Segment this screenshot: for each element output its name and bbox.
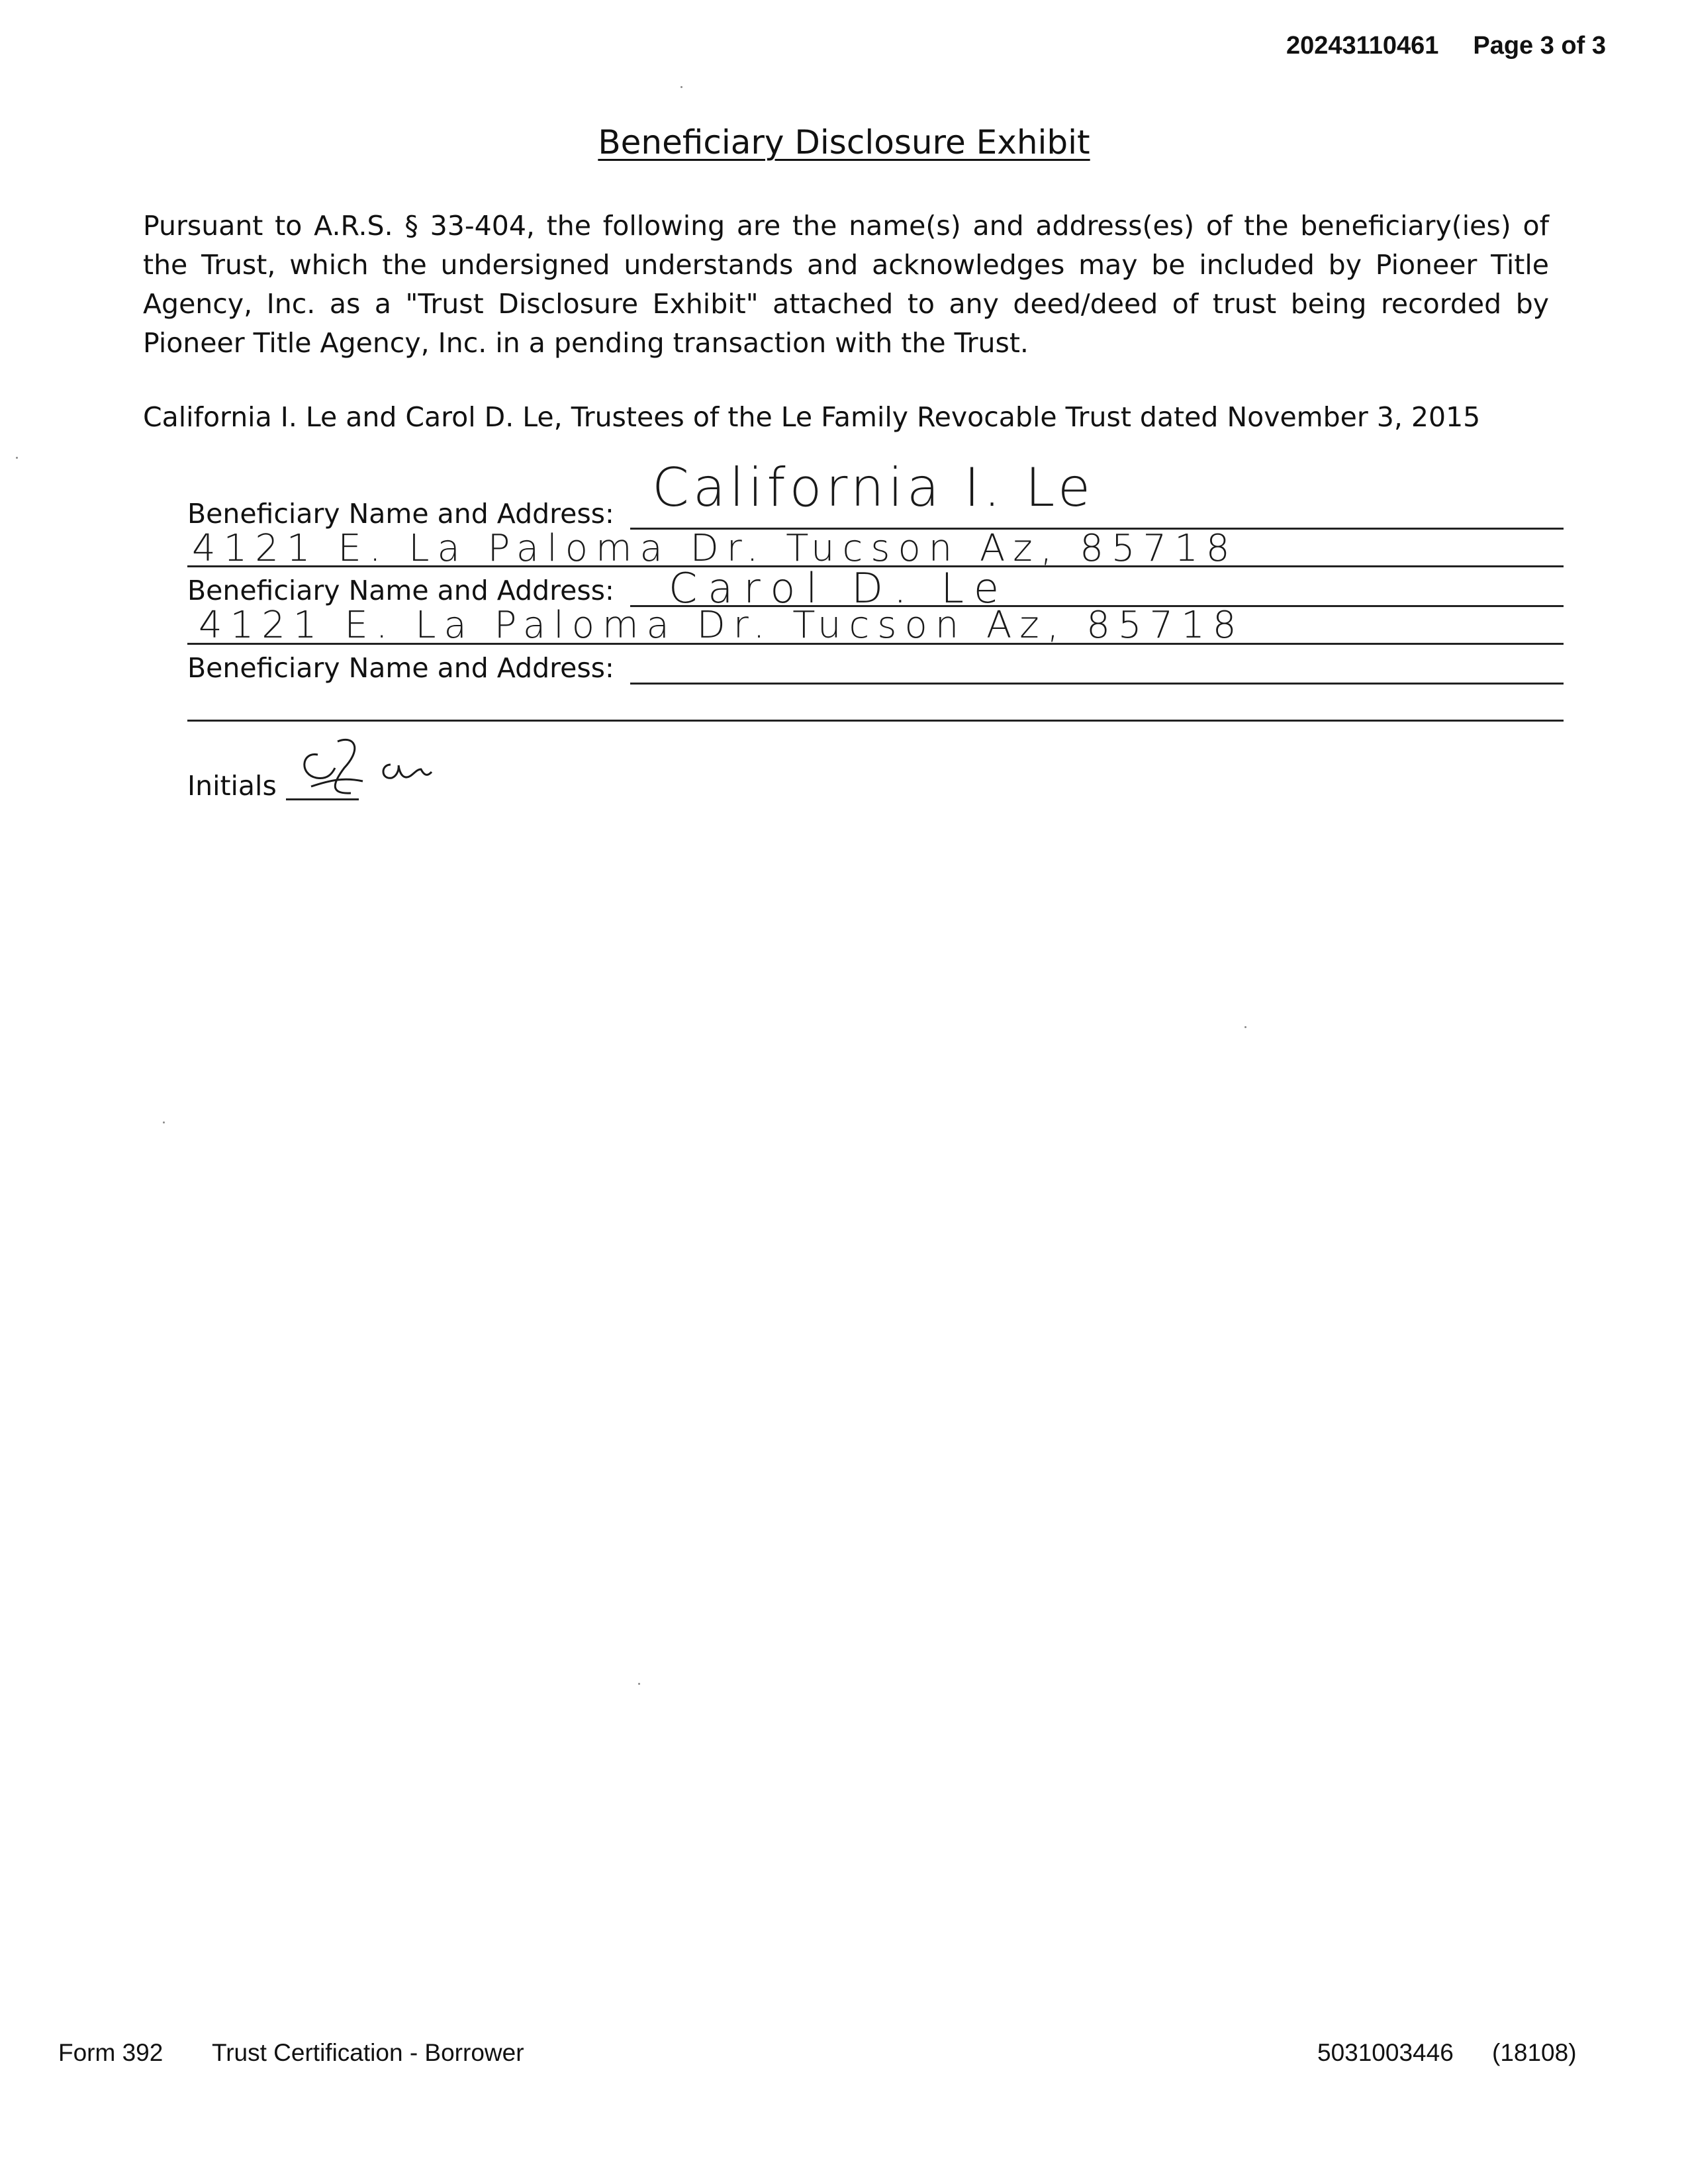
trustees-line: California I. Le and Carol D. Le, Trustees of the Le Family Revocable Trust dated November 3, 2015 [143,401,1481,433]
page-info: Page 3 of 3 [1473,32,1606,60]
beneficiary-1-label: Beneficiary Name and Address: [187,498,614,530]
scan-speck [638,1683,640,1685]
file-number: 5031003446 [1317,2039,1454,2066]
file-code: (18108) [1492,2039,1577,2066]
recording-number: 20243110461 [1286,32,1439,60]
initials-handwritten-marks [291,728,490,808]
initials-label: Initials [187,770,277,802]
scan-speck [163,1121,165,1123]
beneficiary-2-label: Beneficiary Name and Address: [187,575,614,606]
disclosure-paragraph: Pursuant to A.R.S. § 33-404, the following are the name(s) and address(es) of the beneficiary(ies) of the Trust, which the undersigned understands and acknowledges may be included by Pioneer Title Agency, Inc. as a "Trust Disclosure Exhibit" attached to any deed/deed of trust being recorded by Pioneer Title Agency, Inc. in a pending transaction with the Trust. [143,210,1549,359]
beneficiary-2-name-handwritten: Carol D. Le [669,564,1010,612]
beneficiary-3-name-line [630,683,1564,685]
scan-speck [1244,1026,1246,1028]
beneficiary-3-address-line [187,720,1564,722]
beneficiary-3-label: Beneficiary Name and Address: [187,652,614,684]
beneficiary-1-name-handwritten: California I. Le [652,457,1095,518]
beneficiary-2-address-handwritten: 4121 E. La Paloma Dr. Tucson Az, 85718 [199,604,1244,647]
beneficiary-1-address-handwritten: 4121 E. La Paloma Dr. Tucson Az, 85718 [192,527,1238,570]
form-name: Trust Certification - Borrower [212,2039,524,2066]
scan-speck [16,457,18,459]
form-number: Form 392 [58,2039,164,2066]
page-title-text: Beneficiary Disclosure Exhibit [598,123,1090,162]
page-title [0,123,1688,162]
scan-speck [680,86,682,88]
page-header [1286,32,1606,60]
